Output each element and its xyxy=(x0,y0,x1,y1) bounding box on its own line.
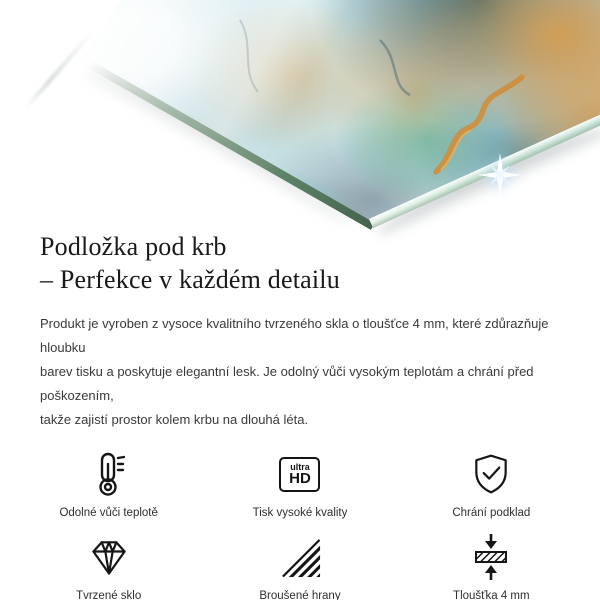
gold-vein-overlay xyxy=(0,0,600,250)
polished-edges-icon xyxy=(278,533,322,581)
page-title xyxy=(40,230,560,296)
feature-print-quality xyxy=(204,450,395,521)
feature-protects-floor xyxy=(396,450,587,521)
feature-label: Tvrzené sklo xyxy=(76,590,142,600)
sparkle-flare-icon xyxy=(477,152,523,198)
description-line: barev tisku a poskytuje elegantní lesk. Je odolný vůči vysokým teplotám a chrání před poškozením, xyxy=(40,364,534,403)
shield-check-icon xyxy=(469,450,513,498)
ultra-hd-badge-icon xyxy=(279,450,320,498)
product-copy xyxy=(0,230,600,600)
feature-label: Broušené hrany xyxy=(259,590,341,600)
feature-label: Tloušťka 4 mm xyxy=(453,590,530,600)
badge-text-hd: HD xyxy=(289,469,311,487)
title-line-1: Podložka pod krb xyxy=(40,232,227,261)
feature-label: Odolné vůči teplotě xyxy=(59,507,158,519)
thermometer-icon xyxy=(93,450,125,498)
feature-tempered-glass xyxy=(13,533,204,600)
feature-label: Chrání podklad xyxy=(452,507,531,519)
title-line-2: – Perfekce v každém detailu xyxy=(40,265,340,294)
product-description xyxy=(40,312,560,432)
description-line: takže zajistí prostor kolem krbu na dlouhá léta. xyxy=(40,412,309,427)
feature-label: Tisk vysoké kvality xyxy=(252,507,348,519)
badge-text-ultra: ultra xyxy=(290,461,310,472)
product-photo xyxy=(0,0,600,250)
feature-thickness xyxy=(396,533,587,600)
description-line: Produkt je vyroben z vysoce kvalitního tvrzeného skla o tloušťce 4 mm, které zdůrazňuje hloubku xyxy=(40,316,549,355)
diamond-icon xyxy=(87,533,131,581)
thickness-icon xyxy=(473,533,509,581)
feature-polished-edges xyxy=(204,533,395,600)
feature-grid xyxy=(13,450,587,600)
feature-heat-resistant xyxy=(13,450,204,521)
glass-panel xyxy=(0,0,600,250)
